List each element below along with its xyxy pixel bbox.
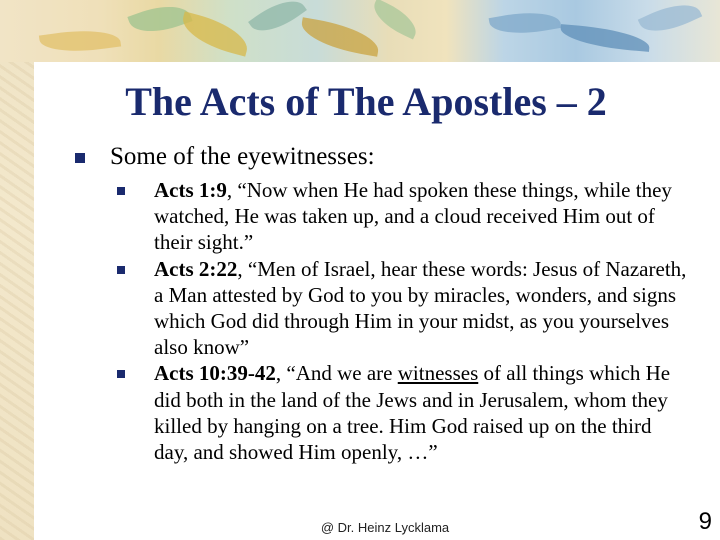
bullet-square-icon xyxy=(117,370,125,378)
scripture-reference: Acts 2:22 xyxy=(154,256,238,281)
leaf-decoration xyxy=(298,17,381,56)
leaf-decoration xyxy=(559,24,650,52)
slide-title: The Acts of The Apostles – 2 xyxy=(125,79,607,124)
bullet-square-icon xyxy=(117,266,125,274)
quote-text: , “Now when He had spoken these things, while they watched, He was taken up, and a cloud received Him out of their sight.” xyxy=(154,178,672,255)
underlined-word: witnesses xyxy=(397,361,479,386)
quote-text: , “And we are xyxy=(275,361,398,386)
page-number: 9 xyxy=(698,508,712,535)
leaf-decoration xyxy=(248,0,307,42)
leaf-decoration xyxy=(489,6,562,40)
bullet-square-icon xyxy=(117,187,125,195)
leaf-decoration xyxy=(178,11,253,56)
leaf-decoration xyxy=(638,0,703,42)
quote-text: , “Men of Israel, hear these words: Jesus of Nazareth, a Man attested by God to you by miracles, wonders, and signs which God did through Him in your midst, as you yourselves also know” xyxy=(154,256,687,360)
background-leaf-banner xyxy=(0,0,720,62)
leaf-decoration xyxy=(368,0,423,40)
leaf-decoration xyxy=(39,25,121,58)
list-item xyxy=(117,256,687,361)
quote-text-continued: of all things which He did both in the land of the Jews and in Jerusalem, whom they killed by hanging on a tree. Him God raised up on the third day, and showed Him openly, …” xyxy=(154,361,671,465)
eyewitness-list xyxy=(117,177,687,465)
scripture-reference: Acts 10:39-42 xyxy=(154,361,276,386)
bullet-square-icon xyxy=(75,153,85,163)
list-item xyxy=(117,177,687,256)
list-item xyxy=(117,360,687,465)
scripture-reference: Acts 1:9 xyxy=(154,178,227,202)
footer-author: @ Dr. Heinz Lycklama xyxy=(320,520,450,535)
bullet-level1-text: Some of the eyewitnesses: xyxy=(110,143,375,170)
